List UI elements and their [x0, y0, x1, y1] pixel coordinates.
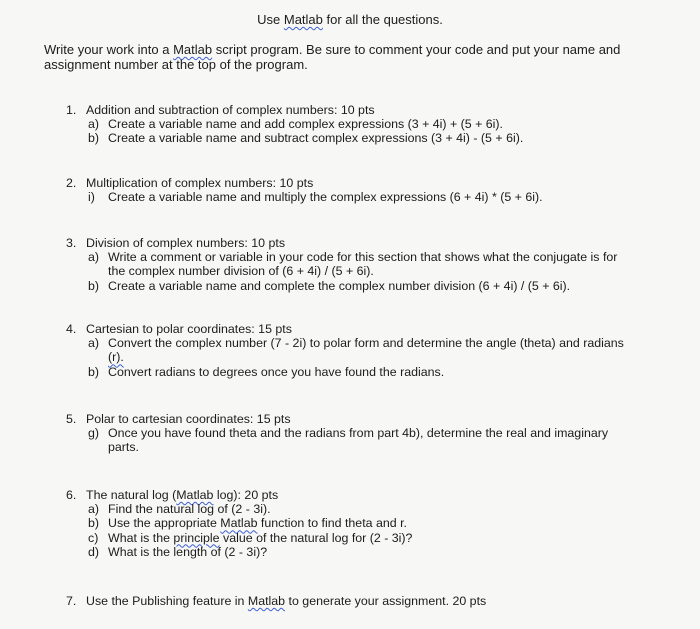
question-heading: Cartesian to polar coordinates: 15 pts [86, 322, 292, 336]
question-part: a) Create a variable name and add complex expressions (3 + 4i) + (5 + 6i). [88, 117, 503, 132]
question-6: 6. The natural log (Matlab log): 20 pts a) Find the natural log of (2 - 3i). b) Use the appropriate Matlab function to find theta and r. c) What is the principle value of the natural log for (2 - 3i)? d) What is the length of (2 - 3i)? [66, 488, 681, 559]
question-heading: Multiplication of complex numbers: 10 pts [86, 176, 314, 190]
question-heading: Addition and subtraction of complex numbers: 10 pts [86, 103, 375, 117]
question-part: b) Create a variable name and complete the complex number division (6 + 4i) / (5 + 6i). [88, 278, 571, 293]
matlab-word: Matlab [173, 42, 213, 57]
question-part: a) Find the natural log of (2 - 3i). [88, 502, 271, 517]
question-3: 3. Division of complex numbers: 10 pts a) Write a comment or variable in your code for this section that shows what the conjugate is for the complex number division of (6 + 4i) / (5 + 6i). b) Create a variable name and complete the complex number division (6 + 4i) / (5 + 6i). [66, 236, 681, 293]
question-part: a) Write a comment or variable in your code for this section that shows what the conjugate is for [88, 250, 618, 265]
question-heading: Polar to cartesian coordinates: 15 pts [86, 412, 291, 426]
question-4: 4. Cartesian to polar coordinates: 15 pts a) Convert the complex number (7 - 2i) to polar form and determine the angle (theta) and radians (r). b) Convert radians to degrees once you have found the radians. [66, 322, 681, 379]
page-title: Use Matlab for all the questions. [257, 12, 443, 27]
question-part: a) Convert the complex number (7 - 2i) to polar form and determine the angle (theta) and radians [88, 336, 624, 351]
question-heading: The natural log (Matlab log): 20 pts [86, 488, 279, 502]
matlab-word: Matlab [247, 594, 286, 608]
principle-word: principle [173, 530, 220, 545]
question-part-continued: the complex number division of (6 + 4i) / (5 + 6i). [108, 264, 374, 279]
question-7: 7. Use the Publishing feature in Matlab to generate your assignment. 20 pts [66, 594, 487, 608]
question-part: b) Create a variable name and subtract complex expressions (3 + 4i) - (5 + 6i). [88, 131, 524, 146]
question-part: b) Use the appropriate Matlab function to find theta and r. [88, 516, 407, 531]
question-part-continued: parts. [108, 440, 139, 455]
question-5: 5. Polar to cartesian coordinates: 15 pts g) Once you have found theta and the radians from part 4b), determine the real and imaginary parts. [66, 412, 681, 455]
matlab-word: Matlab [176, 488, 214, 502]
question-part: g) Once you have found theta and the radians from part 4b), determine the real and imaginary [88, 426, 609, 441]
question-part-continued: (r). [108, 350, 124, 365]
question-part: d) What is the length of (2 - 3i)? [88, 544, 268, 559]
question-heading: Division of complex numbers: 10 pts [86, 236, 286, 250]
matlab-word: Matlab [220, 516, 258, 531]
question-2: 2. Multiplication of complex numbers: 10 pts i) Create a variable name and multiply the complex expressions (6 + 4i) * (5 + 6i). [66, 176, 681, 204]
question-part: i) Create a variable name and multiply the complex expressions (6 + 4i) * (5 + 6i). [88, 190, 543, 205]
question-part: c) What is the principle value of the natural log for (2 - 3i)? [88, 530, 413, 545]
question-1: 1. Addition and subtraction of complex numbers: 10 pts a) Create a variable name and add complex expressions (3 + 4i) + (5 + 6i). b) Create a variable name and subtract complex expressions (3 + 4i) - (5 + 6i). [66, 103, 681, 146]
intro-paragraph: Write your work into a Matlab script program. Be sure to comment your code and put your name and assignment number at the top of the program. [44, 42, 621, 72]
matlab-word: Matlab [283, 12, 323, 27]
question-heading: Use the Publishing feature in Matlab to generate your assignment. 20 pts [86, 594, 487, 608]
question-part: b) Convert radians to degrees once you have found the radians. [88, 364, 445, 379]
